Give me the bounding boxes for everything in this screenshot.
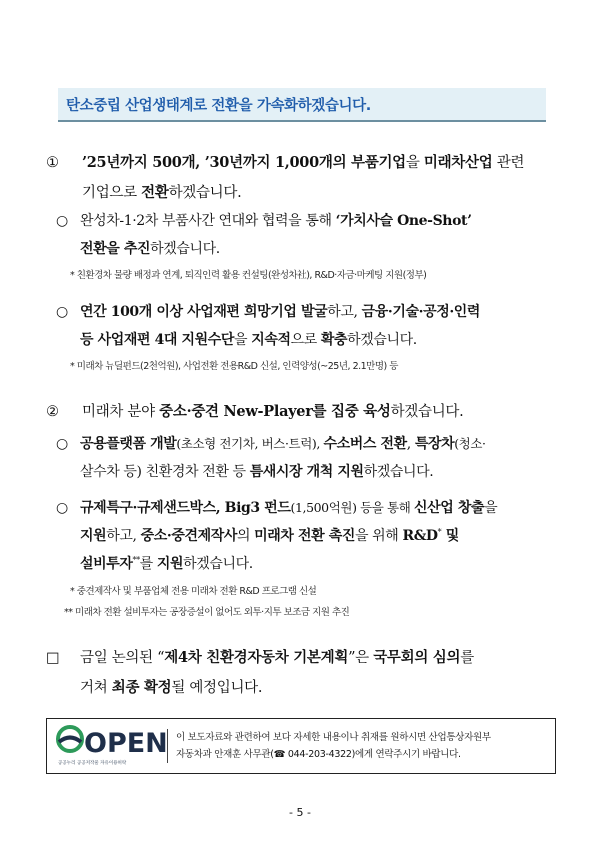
note-3: * 중견제작사 및 부품업체 전용 미래차 전환 R&D 프로그램 신설 — [70, 586, 317, 597]
item-2-sub-b-marker: ○ — [56, 500, 68, 516]
contact-line-1: 이 보도자료와 관련하여 보다 자세한 내용이나 취재를 원하시면 산업통상자원부 — [176, 732, 491, 743]
contact-box — [46, 718, 556, 774]
item-1-sub-a: ○ 완성차-1·2차 부품사간 연대와 협력을 통해 ‘가치사슬 One-Shot’ 전환을 추진하겠습니다. — [46, 207, 558, 263]
item-2-sub-b: ○ 규제특구·규제샌드박스, Big3 펀드(1,500억원) 등을 통해 신산업 창출을 지원하고, 중소·중견제작사의 미래차 전환 촉진을 위해 R&D* 및 설비투자**를 지원하겠습니다. — [46, 494, 558, 578]
note-1: * 친환경차 물량 배정과 연계, 퇴직인력 활용 컨설팅(완성차社), R&D·자금·마케팅 지원(정부) — [70, 270, 427, 281]
item-3: □ 금일 논의된 “제4차 친환경자동차 기본계획”은 국무회의 심의를 거쳐 최종 확정될 예정입니다. — [46, 643, 558, 703]
note-4: ** 미래차 전환 설비투자는 공장증설이 없어도 외투·지투 보조금 지원 추진 — [64, 607, 350, 618]
item-2: ② 미래차 분야 중소·중견 New-Player를 집중 육성하겠습니다. — [46, 397, 558, 427]
logo-tag-kogl: 공공누리 — [58, 761, 76, 766]
open-logo-mark — [55, 723, 168, 759]
contact-line-2: 자동차과 안재훈 사무관(☎ 044-203-4322)에게 연락주시기 바랍니다. — [176, 749, 461, 760]
contact-text — [167, 729, 491, 763]
item-1-sub-a-marker: ○ — [56, 213, 68, 229]
section-banner — [58, 88, 546, 122]
logo-tag-license: 공공저작물 자유이용허락 — [77, 761, 127, 766]
item-3-marker: □ — [46, 650, 60, 666]
svg-text:OPEN: OPEN — [84, 728, 168, 759]
page-number: - 5 - — [289, 806, 311, 819]
item-1-marker: ① — [46, 155, 59, 171]
item-1-sub-b-marker: ○ — [56, 304, 68, 320]
banner-title: 탄소중립 산업생태계로 전환을 가속화하겠습니다. — [66, 97, 371, 114]
note-2: * 미래차 뉴딜펀드(2천억원), 사업전환 전용R&D 신설, 인력양성(~25년, 2.1만명) 등 — [70, 361, 398, 372]
item-1-sub-b: ○ 연간 100개 이상 사업재편 희망기업 발굴하고, 금융·기술·공정·인력 등 사업재편 4대 지원수단을 지속적으로 확충하겠습니다. — [46, 298, 558, 354]
item-1: ① ’25년까지 500개, ’30년까지 1,000개의 부품기업을 미래차산업 관련 기업으로 전환하겠습니다. — [46, 148, 558, 208]
item-2-sub-a: ○ 공용플랫폼 개발(초소형 전기차, 버스·트럭), 수소버스 전환, 특장차(청소· 살수차 등) 친환경차 전환 등 틈새시장 개척 지원하겠습니다. — [46, 430, 558, 486]
item-2-marker: ② — [46, 404, 59, 420]
open-logo — [55, 723, 168, 769]
item-2-sub-a-marker: ○ — [56, 436, 68, 452]
